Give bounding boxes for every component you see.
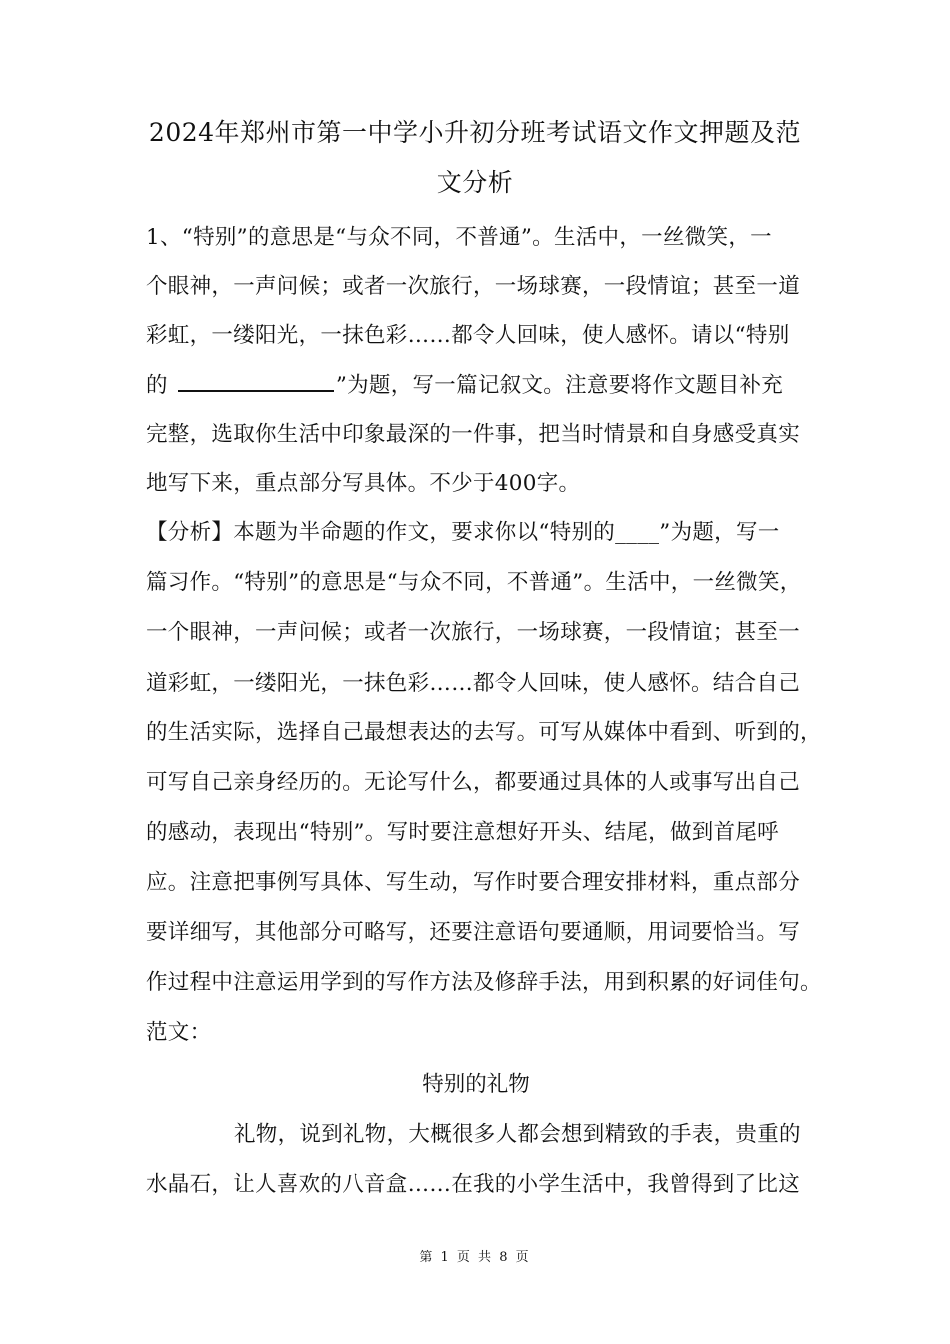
document-title-line-1: 2024年郑州市第一中学小升初分班考试语文作文押题及范	[148, 118, 802, 147]
analysis-line: 作过程中注意运用学到的写作方法及修辞手法，用到积累的好词佳句。	[146, 970, 822, 995]
essay-line: 礼物，说到礼物，大概很多人都会想到精致的手表，贵重的	[234, 1122, 801, 1147]
question-line: 个眼神，一声问候；或者一次旅行，一场球赛，一段情谊；甚至一道	[146, 274, 801, 299]
analysis-line: 篇习作。“特别”的意思是“与众不同，不普通”。生活中，一丝微笑，	[146, 570, 802, 595]
title-blank	[178, 372, 334, 392]
analysis-line: 一个眼神，一声问候；或者一次旅行，一场球赛，一段情谊；甚至一	[146, 620, 801, 645]
document-title-line-2: 文分析	[436, 168, 514, 197]
essay-title: 特别的礼物	[422, 1072, 530, 1097]
analysis-line: 要详细写，其他部分可略写，还要注意语句要通顺，用词要恰当。写	[146, 920, 801, 945]
question-line: 彩虹，一缕阳光，一抹色彩……都令人回味，使人感怀。请以“特别	[146, 323, 790, 348]
sample-essay-label: 范文：	[146, 1020, 212, 1045]
analysis-line: 可写自己亲身经历的。无论写什么，都要通过具体的人或事写出自己	[146, 770, 801, 795]
page-footer: 第 1 页 共 8 页	[419, 1250, 531, 1265]
question-line: 完整，选取你生活中印象最深的一件事，把当时情景和自身感受真实	[146, 422, 801, 447]
analysis-line: 【分析】本题为半命题的作文，要求你以“特别的____”为题，写一	[146, 520, 780, 545]
analysis-line: 的感动，表现出“特别”。写时要注意想好开头、结尾，做到首尾呼	[146, 820, 779, 845]
question-blank-line-start: 的	[146, 373, 168, 398]
question-blank-line-end: ”为题，写一篇记叙文。注意要将作文题目补充	[335, 373, 784, 398]
analysis-line: 道彩虹，一缕阳光，一抹色彩……都令人回味，使人感怀。结合自己	[146, 671, 801, 696]
question-line: 地写下来，重点部分写具体。不少于400字。	[146, 471, 581, 496]
question-line: 1、“特别”的意思是“与众不同，不普通”。生活中，一丝微笑，一	[146, 225, 772, 250]
question-blank-line	[146, 372, 783, 399]
essay-line: 水晶石，让人喜欢的八音盒……在我的小学生活中，我曾得到了比这	[146, 1172, 801, 1197]
analysis-line: 的生活实际，选择自己最想表达的去写。可写从媒体中看到、听到的，	[146, 720, 822, 745]
analysis-line: 应。注意把事例写具体、写生动，写作时要合理安排材料，重点部分	[146, 870, 801, 895]
